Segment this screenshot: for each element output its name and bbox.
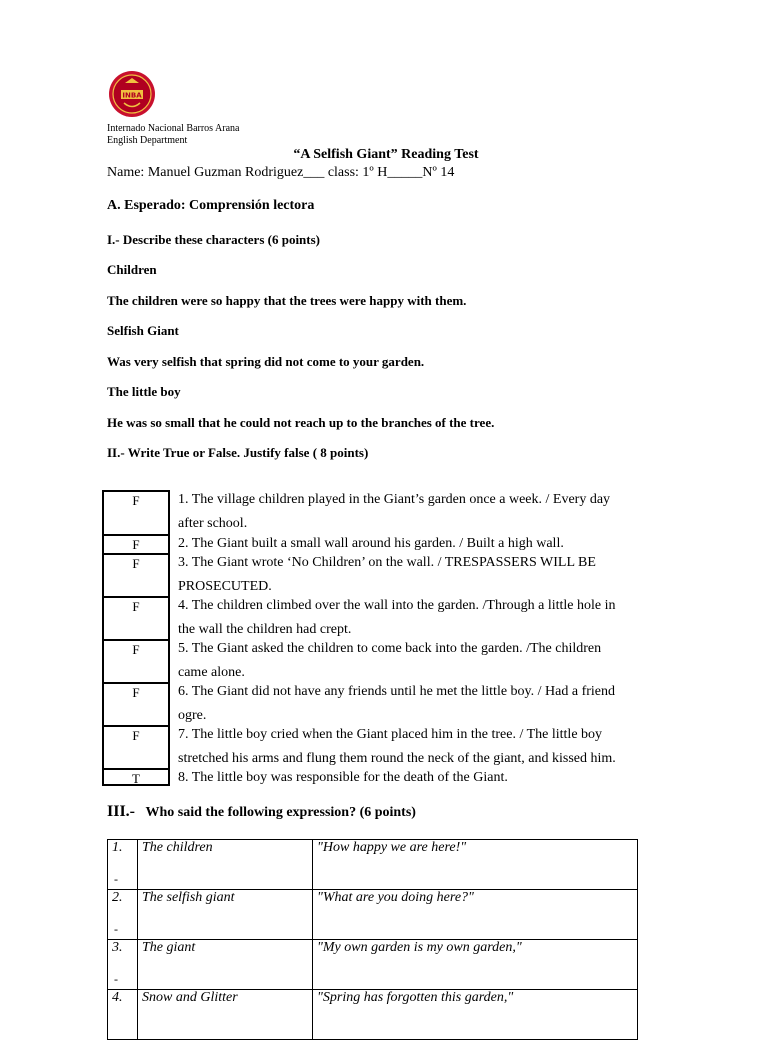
statement: 3. The Giant wrote ‘No Children’ on the wall. / TRESPASSERS WILL BE PROSECUTED. <box>178 555 596 594</box>
section-1-heading: I.- Describe these characters (6 points) <box>107 232 321 247</box>
row-number: 1. - <box>108 840 138 890</box>
quote-cell: "My own garden is my own garden," <box>313 940 638 990</box>
character-description: Was very selfish that spring did not come to your garden. <box>107 354 425 369</box>
statement: 1. The village children played in the Giant’s garden once a week. / Every day after school. <box>178 492 611 531</box>
table-row <box>108 940 638 990</box>
statement: 5. The Giant asked the children to come back into the garden. /The children came alone. <box>178 641 602 680</box>
quote-cell: "Spring has forgotten this garden," <box>313 990 638 1040</box>
section-2-heading: II.- Write True or False. Justify false ( 8 points) <box>107 445 369 460</box>
answer-box: F <box>102 490 170 536</box>
speaker-cell: Snow and Glitter <box>138 990 313 1040</box>
table-row <box>108 990 638 1040</box>
statement: 4. The children climbed over the wall into the garden. /Through a little hole in the wall the children had crept. <box>178 598 616 637</box>
answer-box: F <box>102 534 170 555</box>
speaker-cell: The children <box>138 840 313 890</box>
table-row <box>108 840 638 890</box>
section-a-heading: A. Esperado: Comprensión lectora <box>107 198 315 213</box>
speaker-cell: The selfish giant <box>138 890 313 940</box>
svg-text:INBA: INBA <box>122 91 142 100</box>
character-name: Children <box>107 262 157 277</box>
quote-cell: "What are you doing here?" <box>313 890 638 940</box>
character-name: Selfish Giant <box>107 323 179 338</box>
answer-box: F <box>102 553 170 598</box>
row-number: 4. <box>108 990 138 1040</box>
school-name: Internado Nacional Barros Arana <box>107 123 240 134</box>
answer-box: F <box>102 596 170 641</box>
statement: 7. The little boy cried when the Giant placed him in the tree. / The little boy stretched his arms and flung them round the neck of the giant, and kissed him. <box>178 727 616 766</box>
row-number: 3. - <box>108 940 138 990</box>
character-description: He was so small that he could not reach up to the branches of the tree. <box>107 415 495 430</box>
student-name-line: Name: Manuel Guzman Rodriguez___ class: 1º H_____Nº 14 <box>107 165 455 180</box>
speaker-cell: The giant <box>138 940 313 990</box>
department-name: English Department <box>107 135 188 146</box>
school-info <box>107 123 239 147</box>
table-row <box>108 890 638 940</box>
answer-box: F <box>102 725 170 770</box>
answer-box: T <box>102 768 170 786</box>
statement: 6. The Giant did not have any friends until he met the little boy. / Had a friend ogre. <box>178 684 616 723</box>
answer-box: F <box>102 682 170 727</box>
answer-box: F <box>102 639 170 684</box>
statement: 2. The Giant built a small wall around his garden. / Built a high wall. <box>178 536 564 551</box>
character-description: The children were so happy that the trees were happy with them. <box>107 293 467 308</box>
character-name: The little boy <box>107 384 181 399</box>
section-3-heading: III.- Who said the following expression? (6 points) <box>107 803 416 820</box>
document-title: “A Selfish Giant” Reading Test <box>293 147 479 162</box>
school-logo <box>108 70 156 118</box>
statement: 8. The little boy was responsible for the death of the Giant. <box>178 770 508 785</box>
quotes-table <box>107 839 638 1040</box>
row-number: 2. - <box>108 890 138 940</box>
quote-cell: "How happy we are here!" <box>313 840 638 890</box>
